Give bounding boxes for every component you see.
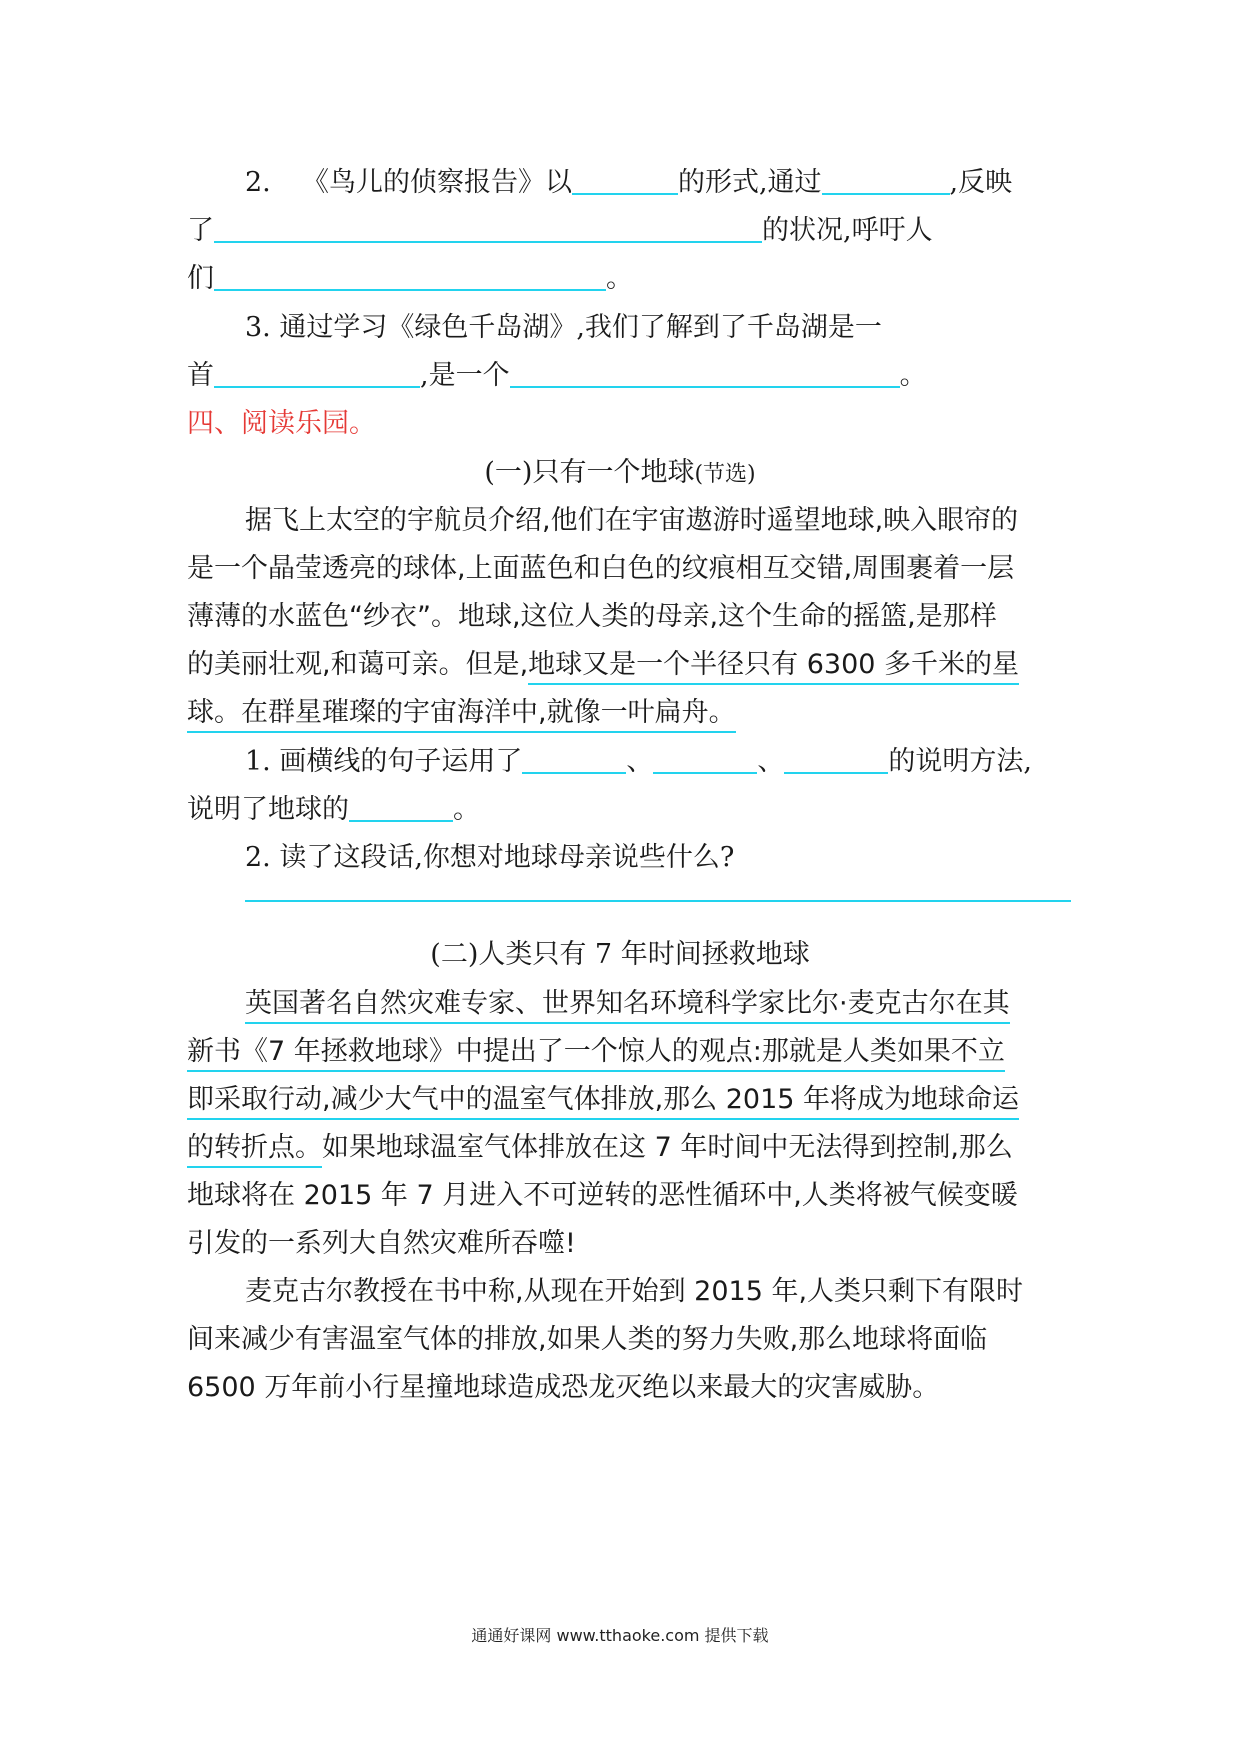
passage2-line [245,984,1080,1024]
underlined-sentence: 地球又是一个半径只有 6300 多千米的星 [528,649,1019,685]
passage2-line [187,1032,1080,1072]
method-blank-1[interactable] [522,742,626,774]
passage2-line: 间来减少有害温室气体的排放,如果人类的努力失败,那么地球将面临 [187,1324,988,1355]
passage1-text: 的美丽壮观,和蔼可亲。但是, [187,649,529,680]
q2-blank-form[interactable] [572,163,678,195]
q2-line-3 [187,259,1080,299]
passage1-q2: 2. 读了这段话,你想对地球母亲说些什么? [245,842,735,873]
passage1-line [187,693,1080,733]
passage2-title: (二)人类只有 7 年时间拯救地球 [430,939,810,970]
q-text: 、 [757,746,785,777]
answer-line[interactable] [245,900,1071,902]
q-text: 1. 画横线的句子运用了 [245,746,523,777]
passage2-line [187,1080,1080,1120]
underlined-sentence: 的转折点。 [187,1132,322,1168]
passage2-line: 麦克古尔教授在书中称,从现在开始到 2015 年,人类只剩下有限时 [245,1276,1024,1307]
q2-text: 们 [187,263,214,294]
passage1-line: 据飞上太空的宇航员介绍,他们在宇宙遨游时遥望地球,映入眼帘的 [245,505,1019,536]
passage1-title [0,453,1240,495]
q-text: 、 [626,746,654,777]
method-blank-3[interactable] [784,742,888,774]
q3-text: ,是一个 [420,360,510,391]
q2-line-2 [187,211,1080,251]
passage1-title-text: (一)只有一个地球 [484,457,695,488]
passage2-text: 如果地球温室气体排放在这 7 年时间中无法得到控制,那么 [322,1132,1013,1163]
passage2-line: 地球将在 2015 年 7 月进入不可逆转的恶性循环中,人类将被气候变暖 [187,1180,1018,1211]
q2-text: 。 [606,263,633,294]
q2-text: 的形式,通过 [677,167,822,198]
footer: 通通好课网 www.tthaoke.com 提供下载 [471,1626,769,1645]
q-text: 说明了地球的 [187,794,349,825]
q3-line-1: 3. 通过学习《绿色千岛湖》,我们了解到了千岛湖是一 [245,312,882,343]
q3-blank-1[interactable] [214,356,420,388]
passage2-line: 引发的一系列大自然灾难所吞噬! [187,1228,576,1259]
q3-text: 首 [187,360,214,391]
passage1-q1-line-2 [187,790,1080,830]
q2-text: ,反映 [949,167,1013,198]
underlined-sentence: 球。在群星璀璨的宇宙海洋中,就像一叶扁舟。 [187,697,736,733]
q3-blank-2[interactable] [510,356,900,388]
underlined-sentence: 即采取行动,减少大气中的温室气体排放,那么 2015 年将成为地球命运 [187,1084,1019,1120]
q2-text: 的状况,呼吁人 [762,215,933,246]
q2-blank-situation[interactable] [214,211,762,243]
passage2-line: 6500 万年前小行星撞地球造成恐龙灭绝以来最大的灾害威胁。 [187,1372,940,1403]
q3-line-2 [187,356,1080,396]
q3-text: 。 [899,360,927,391]
q2-blank-appeal[interactable] [214,259,606,291]
passage1-line: 薄薄的水蓝色“纱衣”。地球,这位人类的母亲,这个生命的摇篮,是那样 [187,601,997,632]
passage1-title-note: (节选) [694,462,756,487]
passage1-line: 是一个晶莹透亮的球体,上面蓝色和白色的纹痕相互交错,周围裹着一层 [187,553,1015,584]
section-heading: 四、阅读乐园。 [187,408,376,439]
underlined-sentence: 新书《7 年拯救地球》中提出了一个惊人的观点:那就是人类如果不立 [187,1036,1005,1072]
passage2-line [187,1128,1080,1168]
earth-feature-blank[interactable] [349,790,453,822]
underlined-sentence: 英国著名自然灾难专家、世界知名环境科学家比尔·麦克古尔在其 [245,988,1010,1024]
q-text: 。 [453,794,480,825]
q-text: 的说明方法, [888,746,1032,777]
passage1-line [187,645,1080,685]
method-blank-2[interactable] [653,742,757,774]
q2-number: 2. [245,167,271,198]
q2-line-1 [245,163,1080,203]
q2-blank-means[interactable] [822,163,950,195]
q2-text: 了 [187,215,214,246]
q2-text: 《鸟儿的侦察报告》以 [301,167,572,198]
passage1-q1-line-1 [245,742,1080,782]
